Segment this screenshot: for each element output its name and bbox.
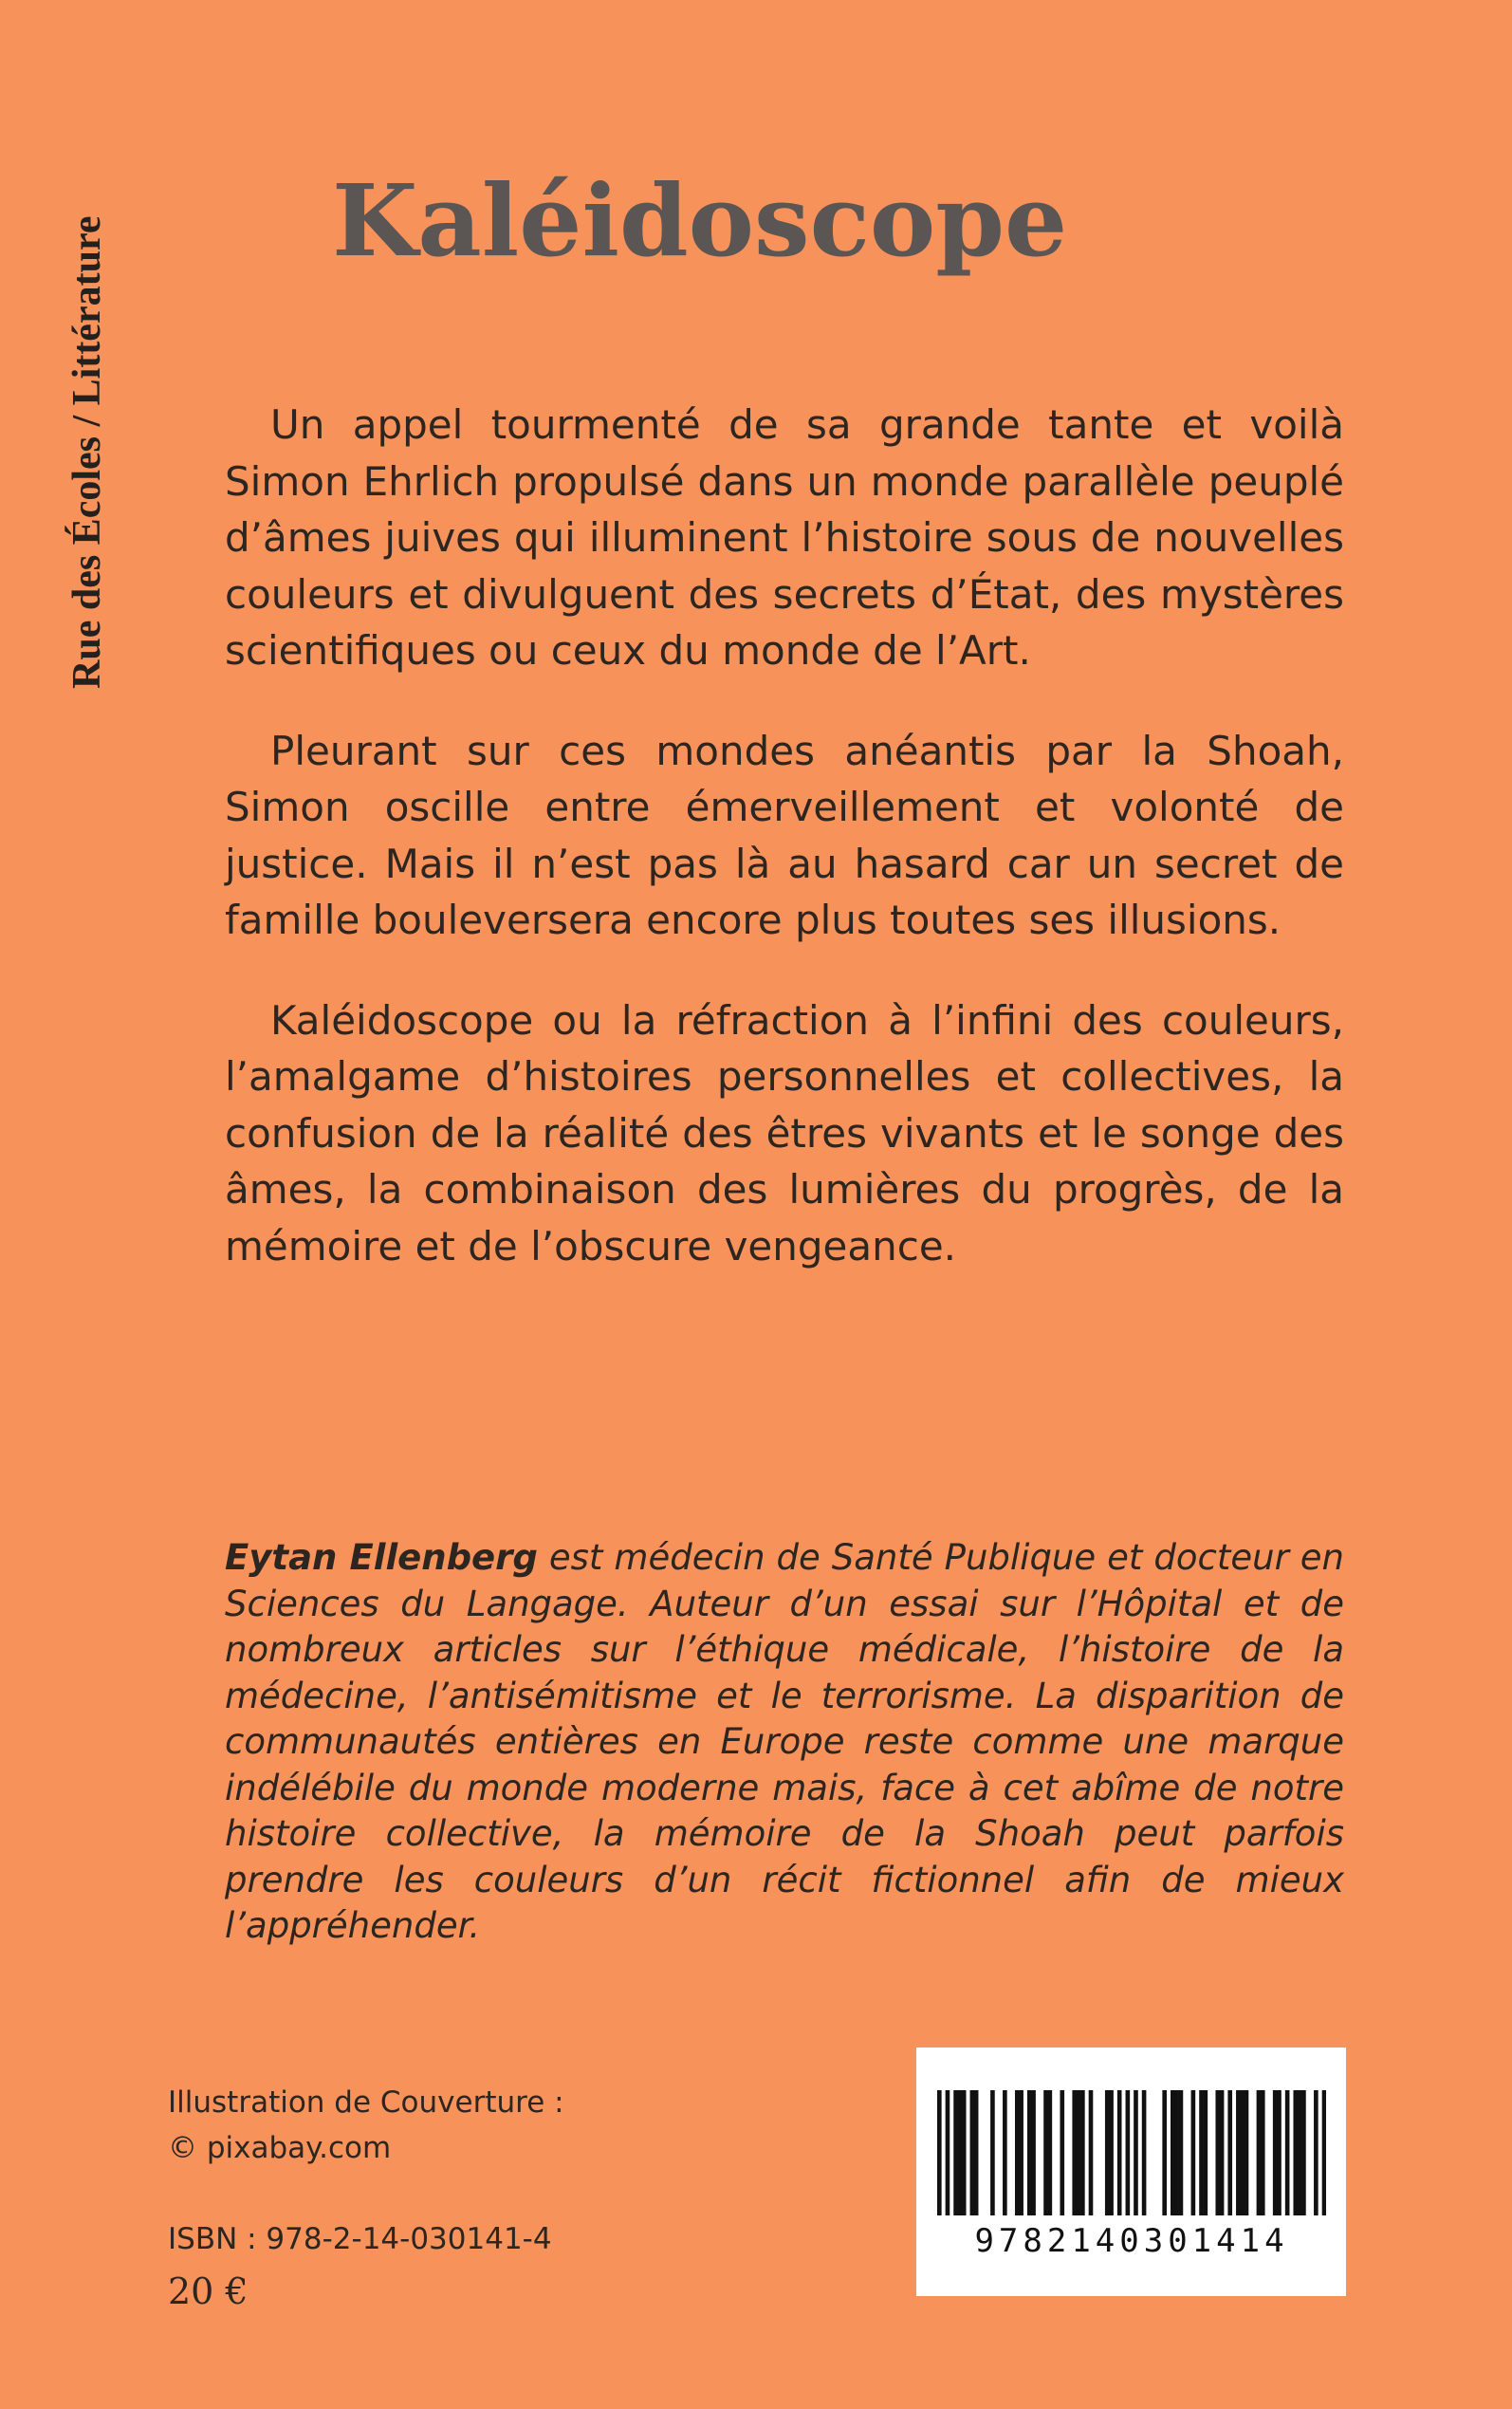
barcode-bar: [1077, 2090, 1081, 2215]
barcode-bar: [1105, 2090, 1110, 2215]
barcode-bar: [1089, 2090, 1094, 2215]
barcode-bar: [1199, 2090, 1204, 2215]
isbn: ISBN : 978-2-14-030141-4: [168, 2222, 552, 2256]
credits-spacer: [168, 2171, 564, 2216]
synopsis-paragraph: Kaléidoscope ou la réfraction à l’infini des couleurs, l’amalgame d’histoires personnelles et collectives, la confusion de la réalité des êtres vivants et le songe des âmes, la combinaison des lumières du progrès, de la mémoire et de l’obscure vengeance.: [225, 996, 1344, 1269]
barcode-bar: [1322, 2090, 1326, 2215]
barcode-digits: 9782140301414: [974, 2222, 1289, 2260]
barcode-bar: [1134, 2090, 1138, 2215]
author-name: Eytan Ellenberg: [225, 1537, 538, 1578]
synopsis-paragraph: Pleurant sur ces mondes anéantis par la Shoah, Simon oscille entre émerveillement et volonté de justice. Mais il n’est pas là au hasard car un secret de famille bouleversera encore plus toutes ses illusions.: [225, 727, 1344, 943]
illustration-credit-source: © pixabay.com: [168, 2131, 392, 2165]
barcode-bar: [1220, 2090, 1225, 2215]
barcode-bar: [1257, 2090, 1262, 2215]
barcode-bar: [1117, 2090, 1122, 2215]
barcode-bar: [1072, 2090, 1077, 2215]
barcode-bar: [1191, 2090, 1196, 2215]
barcode-bar: [1314, 2090, 1318, 2215]
ean13-barcode-icon: [937, 2090, 1326, 2223]
barcode-bar: [1204, 2090, 1208, 2215]
barcode-bar: [946, 2090, 950, 2215]
barcode-bar: [1261, 2090, 1265, 2215]
barcode-bar: [1227, 2090, 1232, 2215]
publication-credits: [168, 2080, 564, 2321]
barcode-bar: [1240, 2090, 1245, 2215]
barcode-bar: [958, 2090, 963, 2215]
barcode-bar: [1277, 2090, 1282, 2215]
author-bio: [225, 1535, 1344, 1950]
barcode-bar: [970, 2090, 975, 2215]
barcode-bar: [1162, 2090, 1167, 2215]
author-bio-text: est médecin de Santé Publique et docteur en Sciences du Langage. Auteur d’un essai sur l’Hôpital et de nombreux articles sur l’éthique médicale, l’histoire de la médecine, l’antisémitisme et le terrorisme. La disparition de communautés entières en Europe reste comme une marque indélébile du monde moderne mais, face à cet abîme de notre histoire collective, la mémoire de la Shoah peut parfois prendre les couleurs d’un récit fictionnel afin de mieux l’appréhender.: [225, 1537, 1344, 1946]
barcode-bar: [1215, 2090, 1220, 2215]
barcode-bar: [1048, 2090, 1053, 2215]
barcode-bar: [1285, 2090, 1290, 2215]
barcode-bar: [1126, 2090, 1131, 2215]
collection-label: Rue des Écoles / Littérature: [65, 215, 109, 689]
barcode-bar: [1293, 2090, 1298, 2215]
barcode-bar: [937, 2090, 942, 2215]
barcode-bar: [1109, 2090, 1114, 2215]
barcode-bar: [1019, 2090, 1023, 2215]
barcode-bar: [1027, 2090, 1032, 2215]
barcode-bar: [962, 2090, 967, 2215]
barcode-bar: [1298, 2090, 1302, 2215]
price: 20 €: [168, 2270, 249, 2312]
illustration-credit-label: Illustration de Couverture :: [168, 2085, 564, 2120]
barcode-bar: [1031, 2090, 1036, 2215]
barcode-bar: [1060, 2090, 1064, 2215]
barcode-bar: [1043, 2090, 1048, 2215]
barcode-bar: [1301, 2090, 1306, 2215]
barcode-panel: [916, 2048, 1346, 2296]
barcode-bar: [1171, 2090, 1175, 2215]
synopsis: [225, 397, 1344, 1318]
synopsis-paragraph: Un appel tourmenté de sa grande tante et voilà Simon Ehrlich propulsé dans un monde parallèle peuplé d’âmes juives qui illuminent l’histoire sous de nouvelles couleurs et divulguent des secrets d’État, des mystères scientifiques ou ceux du monde de l’Art.: [225, 401, 1344, 674]
book-title: Kaléidoscope: [332, 162, 1068, 279]
barcode-bar: [1236, 2090, 1241, 2215]
barcode-bar: [953, 2090, 958, 2215]
barcode-bar: [974, 2090, 979, 2215]
barcode-bar: [1273, 2090, 1278, 2215]
barcode-bar: [1015, 2090, 1020, 2215]
barcode-bar: [1245, 2090, 1249, 2215]
barcode-bar: [1003, 2090, 1007, 2215]
barcode-bar: [1142, 2090, 1147, 2215]
barcode-bar: [1080, 2090, 1085, 2215]
barcode-bar: [1179, 2090, 1184, 2215]
barcode-bar: [1174, 2090, 1179, 2215]
barcode-bar: [990, 2090, 995, 2215]
